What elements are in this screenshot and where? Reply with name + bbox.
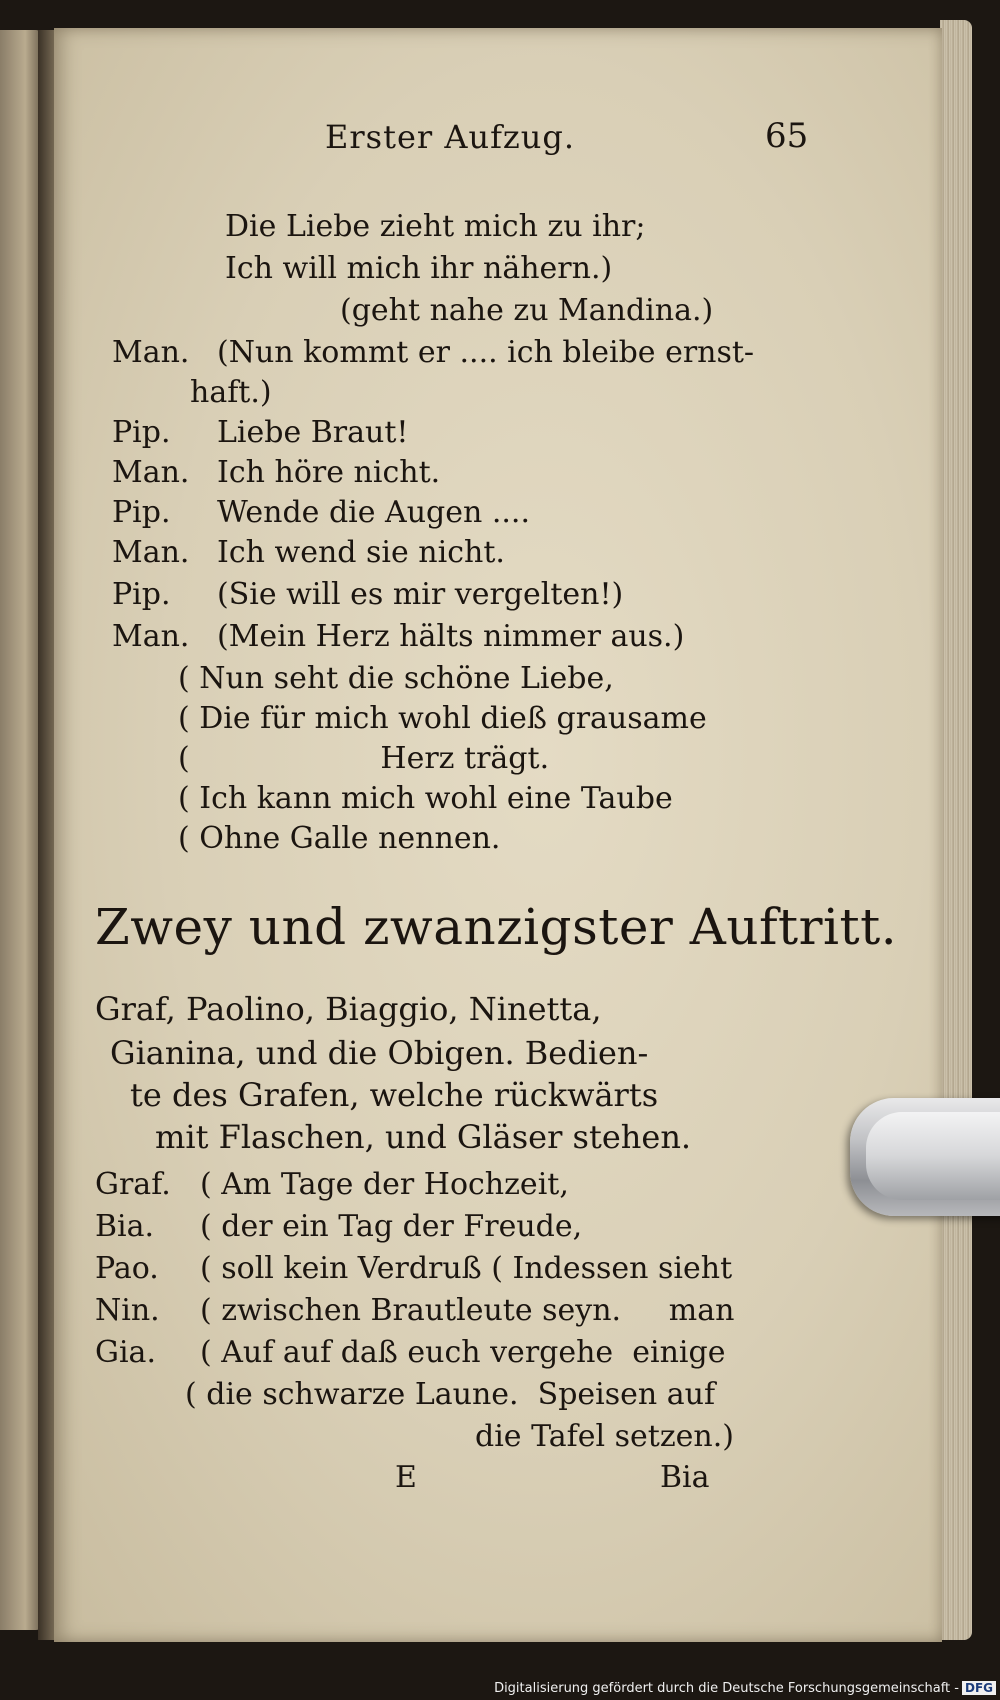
page-number: 65	[765, 116, 809, 156]
speaker-label: Pip.	[112, 495, 171, 530]
speaker-label: Man.	[112, 619, 190, 654]
ensemble-line: Graf. ( Am Tage der Hochzeit,	[95, 1167, 569, 1202]
stage-direction: (geht nahe zu Mandina.)	[340, 293, 714, 328]
dialogue-line: Die Liebe zieht mich zu ihr;	[225, 209, 646, 244]
speaker-label: Man.	[112, 455, 190, 490]
aside-line: ( Nun seht die schöne Liebe,	[178, 661, 614, 696]
aside-line: ( Ich kann mich wohl eine Taube	[178, 781, 673, 816]
speaker-label: Man.	[112, 535, 190, 570]
aside-line: ( Herz trägt.	[178, 741, 550, 776]
stage-direction: die Tafel setzen.)	[475, 1419, 734, 1454]
facing-page-edge	[0, 30, 42, 1630]
ensemble-line: ( die schwarze Laune. Speisen auf	[185, 1377, 716, 1412]
aside-line: ( Die für mich wohl dieß grausame	[178, 701, 707, 736]
signature-mark: E	[395, 1460, 417, 1495]
ensemble-line: Pao. ( soll kein Verdruß ( Indessen sieht	[95, 1251, 733, 1286]
speaker-label: Pip.	[112, 577, 171, 612]
page-block-edges	[940, 20, 972, 1640]
dfg-logo: DFG	[962, 1681, 996, 1695]
speaker-label: Nin.	[95, 1293, 160, 1328]
speaker-label: Gia.	[95, 1335, 156, 1370]
speaker-label: Pip.	[112, 415, 171, 450]
scene-heading: Zwey und zwanzigster Auftritt.	[95, 898, 898, 956]
dialogue-line: Man. (Mein Herz hälts nimmer aus.)	[112, 619, 685, 654]
ensemble-line: Nin. ( zwischen Brautleute seyn. man	[95, 1293, 735, 1328]
dialogue-line: Man. (Nun kommt er .... ich bleibe ernst-	[112, 335, 755, 370]
cast-line: Graf, Paolino, Biaggio, Ninetta,	[95, 990, 602, 1028]
dialogue-line: Man. Ich wend sie nicht.	[112, 535, 505, 570]
cast-line: te des Grafen, welche rückwärts	[130, 1076, 659, 1114]
ensemble-line: Gia. ( Auf auf daß euch vergehe einige	[95, 1335, 726, 1370]
page-clip	[850, 1098, 1000, 1216]
catchword: Bia	[660, 1460, 710, 1495]
ensemble-line: Bia. ( der ein Tag der Freude,	[95, 1209, 583, 1244]
dialogue-line: Man. Ich höre nicht.	[112, 455, 441, 490]
dialogue-line: Pip. Liebe Braut!	[112, 415, 409, 450]
cast-line: Gianina, und die Obigen. Bedien-	[110, 1034, 649, 1072]
speaker-label: Graf.	[95, 1167, 171, 1202]
dialogue-line: Ich will mich ihr nähern.)	[225, 251, 613, 286]
dialogue-line: Pip. (Sie will es mir vergelten!)	[112, 577, 624, 612]
dialogue-line: Pip. Wende die Augen ....	[112, 495, 530, 530]
speaker-label: Bia.	[95, 1209, 155, 1244]
running-header: Erster Aufzug.	[325, 118, 576, 156]
speaker-label: Pao.	[95, 1251, 159, 1286]
page-clip-highlight	[866, 1112, 1000, 1200]
cast-line: mit Flaschen, und Gläser stehen.	[155, 1118, 692, 1156]
speaker-label: Man.	[112, 335, 190, 370]
digitization-credit: Digitalisierung gefördert durch die Deutsche Forschungsgemeinschaft - DFG	[494, 1681, 996, 1696]
aside-line: ( Ohne Galle nennen.	[178, 821, 501, 856]
dialogue-line: haft.)	[190, 375, 272, 410]
